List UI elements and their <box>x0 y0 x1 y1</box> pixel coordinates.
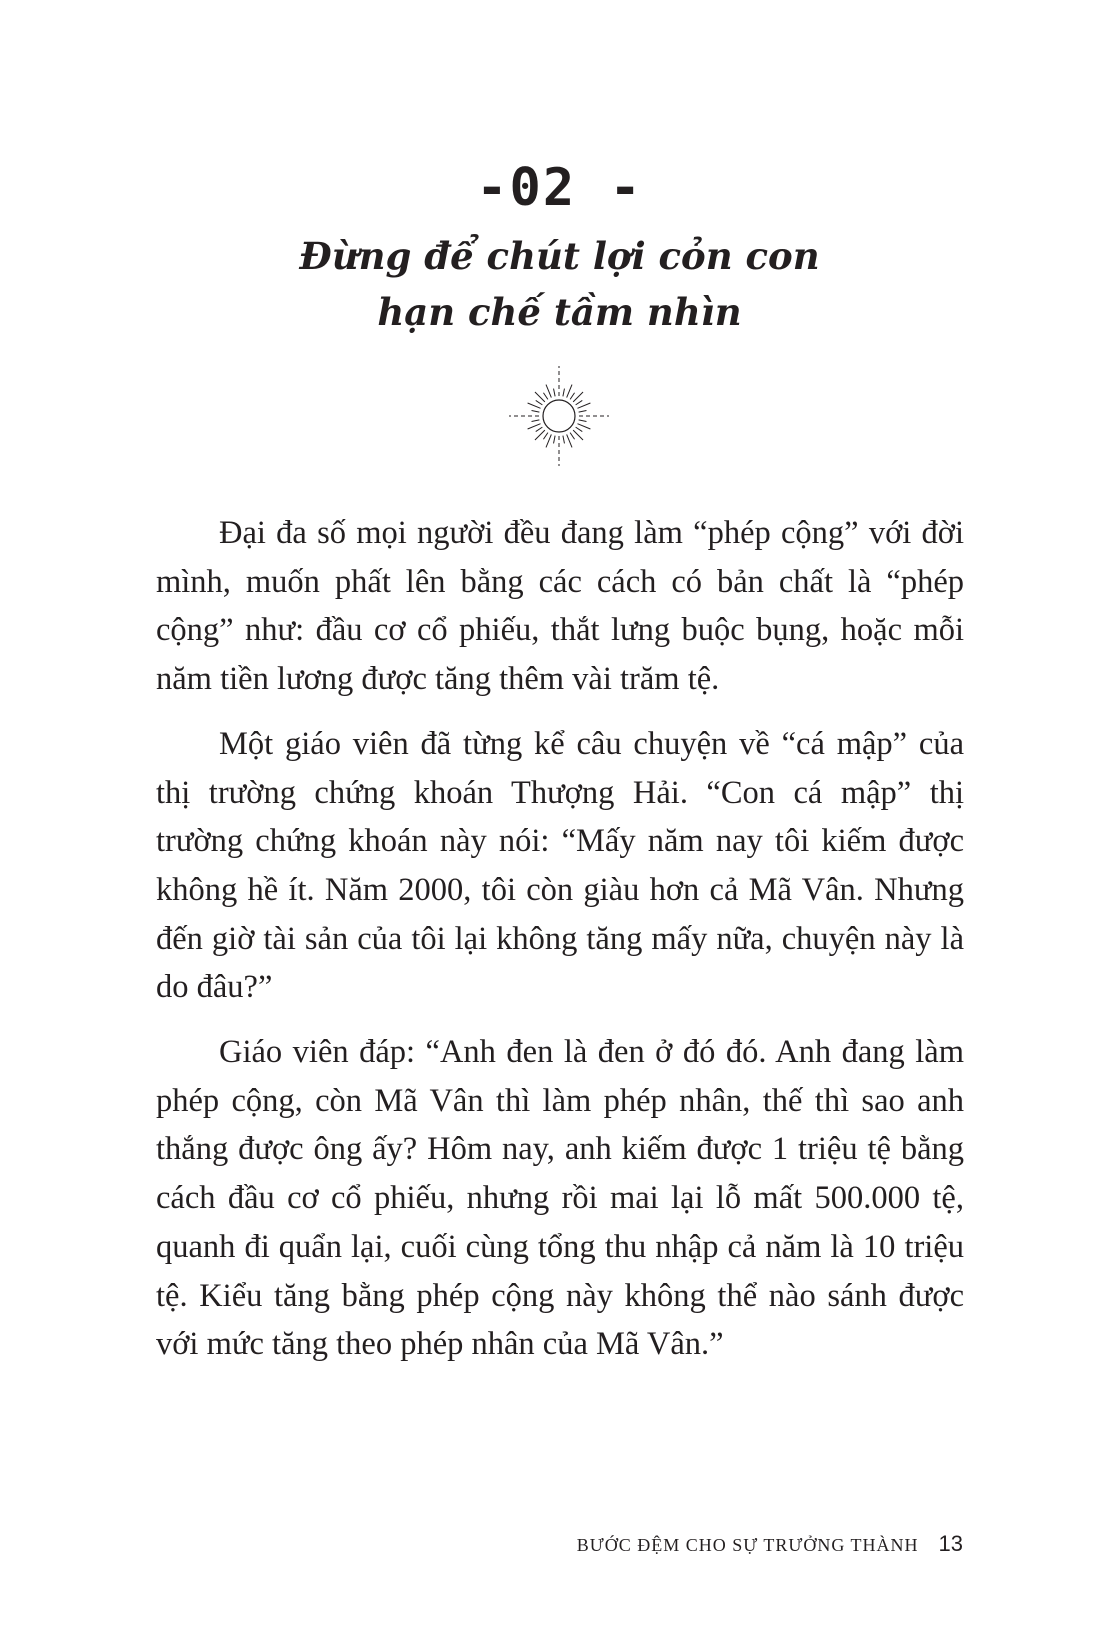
sunburst-ray <box>577 403 590 408</box>
chapter-title-line: hạn chế tầm nhìn <box>377 290 742 334</box>
sunburst-ray <box>543 393 547 400</box>
page-number: 13 <box>938 1531 963 1556</box>
sunburst-ray <box>576 400 583 404</box>
chapter-number: -02 - <box>476 158 643 218</box>
sunburst-ray <box>528 424 541 429</box>
sunburst-ray <box>576 427 583 431</box>
sunburst-circle <box>543 400 575 432</box>
sunburst-ray <box>563 436 565 444</box>
chapter-title-line: Đừng để chút lợi cỏn con <box>299 234 820 278</box>
paragraph: Đại đa số mọi người đều đang làm “phép cộng” với đời mình, muốn phất lên bằng các cách có bản chất là “phép cộng” như: đầu cơ cổ phiếu, thắt lưng buộc bụng, hoặc mỗi năm tiền lương được tăng thêm vài trăm tệ. <box>156 515 964 698</box>
sunburst-ray <box>536 400 543 404</box>
sunburst-ray <box>570 433 574 440</box>
sunburst-ray <box>579 420 587 422</box>
sunburst-ray <box>570 393 574 400</box>
sunburst-ray <box>567 385 572 398</box>
sunburst-ray <box>546 434 551 447</box>
sunburst-ray <box>532 420 540 422</box>
sunburst-ray <box>546 385 551 398</box>
sunburst-ray <box>528 403 541 408</box>
book-title: BƯỚC ĐỆM CHO SỰ TRƯỞNG THÀNH <box>576 1535 919 1555</box>
paragraph: Một giáo viên đã từng kể câu chuyện về “cá mập” của thị trường chứng khoán Thượng Hải. “Con cá mập” thị trường chứng khoán này nói: “Mấy năm nay tôi kiếm được không hề ít. Năm 2000, tôi còn giàu hơn cả Mã Vân. Nhưng đến giờ tài sản của tôi lại không tăng mấy nữa, chuyện này là do đâu?” <box>156 725 964 1006</box>
sunburst-ray <box>536 427 543 431</box>
sunburst-icon <box>499 364 619 468</box>
sunburst-ray <box>532 411 540 413</box>
running-footer <box>577 1530 963 1559</box>
sunburst-ray <box>563 389 565 397</box>
chapter-title <box>0 228 1119 340</box>
sunburst-ray <box>554 436 556 444</box>
body-text <box>156 509 964 1385</box>
sunburst-ray <box>577 424 590 429</box>
sunburst-ray <box>543 433 547 440</box>
sunburst-ray <box>567 434 572 447</box>
sunburst-ray <box>579 411 587 413</box>
paragraph: Giáo viên đáp: “Anh đen là đen ở đó đó. Anh đang làm phép cộng, còn Mã Vân thì làm phép nhân, thế thì sao anh thắng được ông ấy? Hôm nay, anh kiếm được 1 triệu tệ bằng cách đầu cơ cổ phiếu, nhưng rồi mai lại lỗ mất 500.000 tệ, quanh đi quẩn lại, cuối cùng tổng thu nhập cả năm là 10 triệu tệ. Kiểu tăng bằng phép cộng này không thể nào sánh được với mức tăng theo phép nhân của Mã Vân.” <box>156 1034 964 1363</box>
sunburst-ray <box>554 389 556 397</box>
